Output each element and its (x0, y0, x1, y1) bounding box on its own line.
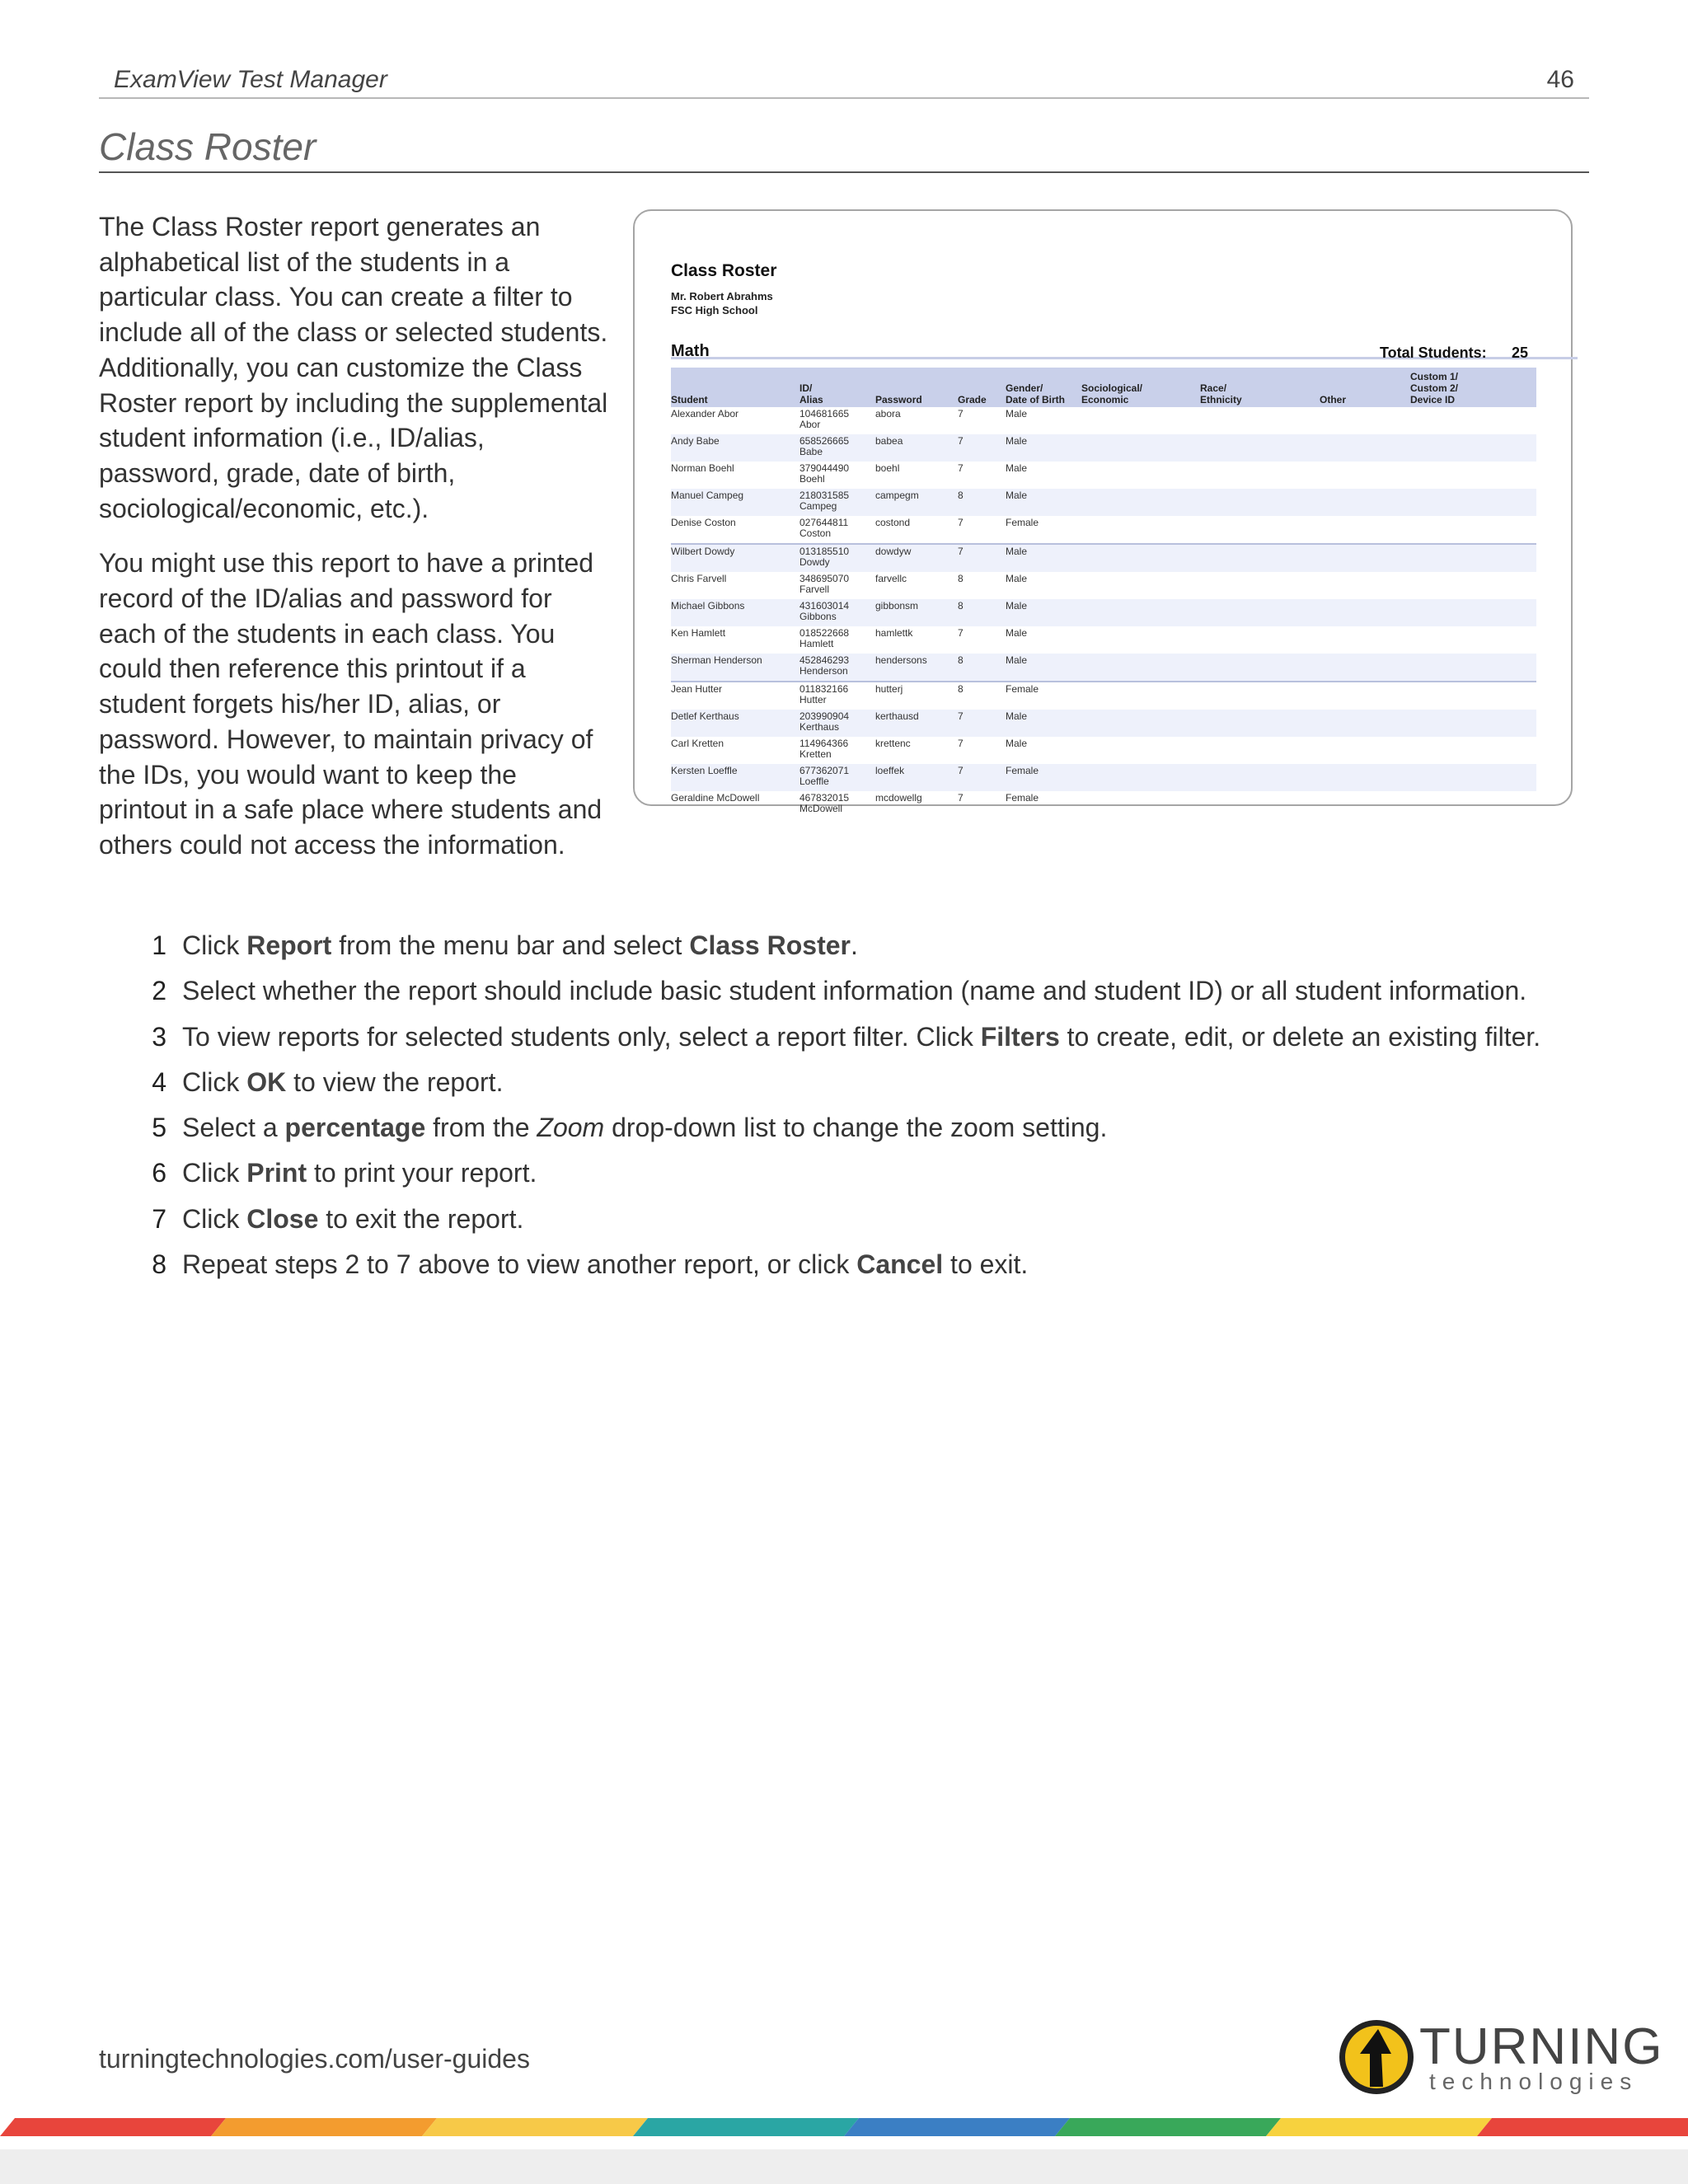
roster-cell-password: loeffek (875, 764, 958, 791)
roster-cell-empty (1081, 682, 1200, 710)
roster-cell-id: 218031585 Campeg (799, 489, 875, 516)
roster-cell-password: hutterj (875, 682, 958, 710)
roster-column-header: Race/ Ethnicity (1200, 368, 1320, 407)
roster-cell-empty (1410, 516, 1536, 544)
turning-technologies-logo (1337, 2018, 1664, 2100)
roster-cell-student: Kersten Loeffle (671, 764, 799, 791)
roster-cell-empty (1200, 434, 1320, 462)
roster-cell-grade: 8 (958, 572, 964, 584)
roster-cell-empty (1200, 791, 1320, 818)
roster-cell-password: hendersons (875, 654, 958, 682)
roster-cell-grade: 8 (958, 489, 1006, 516)
step-number: 6 (152, 1158, 166, 1188)
roster-cell-gender: Male (1006, 710, 1081, 737)
roster-cell-student: Wilbert Dowdy (671, 544, 799, 572)
roster-cell-student: Manuel Campeg (671, 489, 799, 516)
roster-cell-id: 114964366 Kretten (799, 737, 849, 760)
roster-cell-password: dowdyw (875, 544, 958, 572)
roster-cell-student: Norman Boehl (671, 462, 734, 474)
step-text: Click (182, 1066, 247, 1097)
roster-cell-empty (1200, 654, 1320, 682)
roster-cell-gender: Male (1006, 654, 1081, 682)
step-text: to print your report. (307, 1158, 537, 1188)
roster-cell-password: gibbonsm (875, 599, 958, 626)
roster-cell-grade: 7 (958, 764, 1006, 791)
roster-row (671, 791, 1536, 818)
step-item (99, 1202, 1589, 1247)
step-text: . (850, 930, 858, 960)
footer-color-stripe (0, 2118, 1688, 2184)
roster-cell-empty (1320, 710, 1410, 737)
roster-cell-grade: 7 (958, 626, 964, 639)
roster-cell-empty (1410, 737, 1536, 764)
roster-cell-empty (1200, 489, 1320, 516)
roster-cell-password: krettenc (875, 737, 911, 749)
step-text: drop-down list to change the zoom setting. (604, 1113, 1108, 1143)
roster-cell-id: 658526665 Babe (799, 434, 875, 462)
stripe-band (1266, 2118, 1492, 2136)
roster-row (671, 462, 1536, 489)
intro-paragraph-1: The Class Roster report generates an alphabetical list of the students in a particular class. You can create a filter to include all of the class or selected students. Additionally, you can customize the Class Roster report by including the supplemental student information (i.e., ID/alias, password, grade, date of birth, sociological/economic, etc.). (99, 212, 608, 523)
roster-cell-password: babea (875, 434, 958, 462)
roster-cell-empty (1081, 434, 1200, 462)
roster-cell-empty (1200, 599, 1320, 626)
roster-cell-gender: Male (1006, 599, 1081, 626)
roster-subject-row (671, 332, 1578, 359)
roster-cell-empty (1320, 737, 1410, 764)
step-item (99, 1065, 1589, 1110)
roster-cell-grade: 7 (958, 434, 1006, 462)
stripe-band (0, 2118, 226, 2136)
roster-cell-grade: 7 (958, 462, 964, 474)
roster-cell-password: kerthausd (875, 710, 958, 737)
roster-cell-student: Ken Hamlett (671, 626, 726, 639)
roster-title: Class Roster (671, 261, 777, 280)
roster-cell-gender: Female (1006, 764, 1081, 791)
roster-cell-empty (1081, 572, 1200, 599)
step-emphasis: OK (246, 1066, 287, 1097)
roster-cell-empty (1320, 572, 1410, 599)
step-number: 3 (152, 1021, 166, 1052)
roster-cell-gender: Male (1006, 572, 1028, 584)
roster-cell-empty (1410, 407, 1536, 434)
roster-body (671, 407, 1536, 818)
page-number: 46 (1546, 66, 1574, 93)
step-number: 8 (152, 1249, 166, 1280)
roster-cell-empty (1410, 544, 1536, 572)
roster-cell-empty (1410, 791, 1536, 818)
step-emphasis: Print (246, 1158, 307, 1188)
intro-text (99, 209, 1582, 883)
roster-cell-grade: 7 (958, 737, 964, 749)
roster-row (671, 516, 1536, 544)
roster-cell-empty (1320, 516, 1410, 544)
roster-row (671, 489, 1536, 516)
roster-cell-empty (1081, 654, 1200, 682)
class-roster-screenshot (633, 209, 1573, 814)
stripe-band (422, 2118, 648, 2136)
step-text: to create, edit, or delete an existing filter. (1059, 1021, 1541, 1052)
roster-cell-grade: 7 (958, 407, 964, 419)
step-text: Select a (182, 1113, 285, 1143)
step-text: to exit the report. (318, 1203, 524, 1234)
step-emphasis: percentage (284, 1113, 426, 1143)
roster-report (671, 254, 1578, 818)
roster-cell-empty (1410, 710, 1536, 737)
roster-cell-empty (1081, 407, 1200, 434)
roster-cell-id: 018522668 Hamlett (799, 626, 850, 649)
logo-arrow-icon (1337, 2018, 1416, 2097)
roster-cell-grade: 8 (958, 654, 1006, 682)
roster-cell-empty (1200, 626, 1320, 654)
roster-cell-empty (1410, 682, 1536, 710)
roster-table (671, 368, 1536, 818)
roster-row (671, 682, 1536, 710)
step-item (99, 1019, 1589, 1065)
roster-row (671, 654, 1536, 682)
step-text: Click (182, 1203, 247, 1234)
roster-cell-empty (1410, 654, 1536, 682)
roster-cell-gender: Male (1006, 489, 1081, 516)
step-text: Click (182, 930, 247, 960)
roster-cell-empty (1410, 462, 1536, 489)
roster-row (671, 710, 1536, 737)
roster-cell-id: 104681665 Abor (799, 407, 850, 430)
roster-cell-student: Chris Farvell (671, 572, 727, 584)
step-text: To view reports for selected students only, select a report filter. Click (182, 1021, 981, 1052)
step-item (99, 973, 1589, 1019)
roster-cell-student: Detlef Kerthaus (671, 710, 799, 737)
header-title: ExamView Test Manager (114, 66, 387, 93)
roster-cell-empty (1320, 407, 1410, 434)
roster-cell-empty (1200, 407, 1320, 434)
roster-column-header: Grade (958, 368, 1006, 407)
roster-cell-grade: 8 (958, 599, 1006, 626)
step-emphasis: Close (246, 1203, 319, 1234)
roster-row (671, 764, 1536, 791)
roster-cell-empty (1200, 462, 1320, 489)
steps-list (99, 928, 1589, 1292)
roster-column-header: Custom 1/ Custom 2/ Device ID (1410, 368, 1536, 407)
roster-cell-password: abora (875, 407, 901, 419)
roster-header-row (671, 368, 1536, 407)
logo-word: TURNING (1419, 2018, 1664, 2075)
roster-cell-empty (1200, 737, 1320, 764)
roster-cell-empty (1081, 764, 1200, 791)
roster-cell-empty (1320, 764, 1410, 791)
roster-cell-empty (1320, 626, 1410, 654)
roster-cell-id: 379044490 Boehl (799, 462, 850, 485)
roster-cell-empty (1320, 544, 1410, 572)
roster-cell-gender: Female (1006, 516, 1039, 528)
roster-cell-id: 677362071 Loeffle (799, 764, 875, 791)
step-emphasis: Cancel (856, 1249, 944, 1280)
roster-cell-gender: Male (1006, 737, 1028, 749)
roster-cell-gender: Male (1006, 434, 1081, 462)
roster-cell-empty (1200, 516, 1320, 544)
roster-cell-empty (1081, 489, 1200, 516)
roster-cell-student: Michael Gibbons (671, 599, 799, 626)
footer-url: turningtechnologies.com/user-guides (99, 2044, 530, 2074)
step-text: Select whether the report should include basic student information (name and student ID) or all student information. (182, 976, 1527, 1006)
roster-cell-student: Alexander Abor (671, 407, 739, 419)
roster-row (671, 626, 1536, 654)
roster-cell-empty (1081, 710, 1200, 737)
intro-paragraph-2: You might use this report to have a printed record of the ID/alias and password for each of the students in each class. You could then reference this printout if a student forgets his/her ID, alias, or password. However, to maintain privacy of the IDs, you would want to keep the printout in a safe place where students and others could not access the information. (99, 548, 603, 860)
roster-cell-empty (1200, 544, 1320, 572)
step-item (99, 1247, 1589, 1292)
step-text: Click (182, 1158, 247, 1188)
step-number: 2 (152, 976, 166, 1006)
roster-cell-gender: Male (1006, 407, 1028, 419)
roster-subject: Math (671, 341, 710, 360)
roster-cell-empty (1410, 572, 1536, 599)
roster-cell-password: farvellc (875, 572, 907, 584)
stripe-band (1477, 2118, 1688, 2136)
roster-column-header: Sociological/ Economic (1081, 368, 1200, 407)
roster-school: FSC High School (671, 303, 758, 316)
step-number: 7 (152, 1203, 166, 1234)
roster-cell-empty (1410, 489, 1536, 516)
step-text: from the menu bar and select (331, 930, 690, 960)
roster-cell-empty (1081, 791, 1200, 818)
roster-cell-empty (1081, 737, 1200, 764)
step-item (99, 1155, 1589, 1201)
roster-cell-empty (1320, 599, 1410, 626)
roster-cell-empty (1320, 462, 1410, 489)
roster-cell-empty (1200, 682, 1320, 710)
roster-cell-gender: Male (1006, 544, 1081, 572)
roster-cell-empty (1410, 599, 1536, 626)
roster-cell-empty (1410, 764, 1536, 791)
roster-cell-id: 467832015 McDowell (799, 791, 850, 814)
step-text: Repeat steps 2 to 7 above to view another report, or click (182, 1249, 857, 1280)
roster-teacher: Mr. Robert Abrahms (671, 289, 773, 302)
roster-cell-gender: Female (1006, 682, 1081, 710)
step-number: 5 (152, 1113, 166, 1143)
roster-cell-grade: 8 (958, 682, 1006, 710)
roster-cell-empty (1081, 462, 1200, 489)
roster-cell-student: Denise Coston (671, 516, 736, 528)
roster-total-label: Total Students: (1380, 344, 1487, 361)
roster-cell-student: Andy Babe (671, 434, 799, 462)
roster-cell-empty (1320, 682, 1410, 710)
stripe-band (1055, 2118, 1281, 2136)
roster-cell-student: Carl Kretten (671, 737, 724, 749)
step-text: to exit. (943, 1249, 1029, 1280)
roster-cell-empty (1410, 434, 1536, 462)
roster-cell-password: mcdowellg (875, 791, 922, 804)
roster-cell-id: 011832166 Hutter (799, 682, 875, 710)
roster-cell-password: hamlettk (875, 626, 913, 639)
roster-cell-empty (1081, 516, 1200, 544)
roster-cell-empty (1200, 764, 1320, 791)
section-title: Class Roster (99, 124, 1589, 173)
roster-cell-password: boehl (875, 462, 900, 474)
roster-cell-gender: Male (1006, 626, 1028, 639)
roster-column-header: Password (875, 368, 958, 407)
roster-cell-empty (1320, 489, 1410, 516)
stripe-band (211, 2118, 437, 2136)
logo-sub: technologies (1429, 2069, 1639, 2094)
roster-cell-grade: 7 (958, 516, 964, 528)
stripe-band (844, 2118, 1070, 2136)
roster-cell-grade: 7 (958, 710, 1006, 737)
roster-row (671, 407, 1536, 434)
roster-cell-id: 431603014 Gibbons (799, 599, 875, 626)
roster-row (671, 544, 1536, 572)
roster-cell-student: Sherman Henderson (671, 654, 799, 682)
roster-cell-id: 027644811 Coston (799, 516, 849, 539)
roster-column-header: Student (671, 368, 799, 407)
roster-row (671, 737, 1536, 764)
step-italic: Zoom (537, 1113, 605, 1143)
roster-cell-grade: 7 (958, 791, 964, 804)
roster-cell-empty (1320, 654, 1410, 682)
step-text: to view the report. (286, 1066, 504, 1097)
roster-cell-gender: Male (1006, 462, 1028, 474)
roster-cell-empty (1081, 544, 1200, 572)
step-number: 4 (152, 1066, 166, 1097)
page-header (99, 59, 1589, 99)
step-emphasis: Report (246, 930, 332, 960)
roster-cell-password: campegm (875, 489, 958, 516)
roster-row (671, 572, 1536, 599)
roster-cell-empty (1320, 791, 1410, 818)
roster-row (671, 434, 1536, 462)
roster-cell-student: Geraldine McDowell (671, 791, 760, 804)
roster-cell-empty (1081, 599, 1200, 626)
roster-cell-id: 013185510 Dowdy (799, 544, 875, 572)
roster-cell-id: 452846293 Henderson (799, 654, 875, 682)
roster-cell-id: 203990904 Kerthaus (799, 710, 875, 737)
step-number: 1 (152, 930, 166, 960)
roster-cell-empty (1081, 626, 1200, 654)
stripe-band (633, 2118, 859, 2136)
roster-column-header: Gender/ Date of Birth (1006, 368, 1081, 407)
roster-cell-grade: 7 (958, 544, 1006, 572)
step-item (99, 928, 1589, 973)
step-emphasis: Class Roster (689, 930, 851, 960)
roster-row (671, 599, 1536, 626)
roster-total-value: 25 (1512, 344, 1529, 361)
step-text: from the (425, 1113, 537, 1143)
roster-cell-student: Jean Hutter (671, 682, 799, 710)
roster-cell-empty (1410, 626, 1536, 654)
roster-cell-gender: Female (1006, 791, 1039, 804)
roster-cell-empty (1320, 434, 1410, 462)
step-emphasis: Filters (980, 1021, 1060, 1052)
stripe-base (0, 2149, 1688, 2184)
roster-column-header: Other (1320, 368, 1410, 407)
roster-cell-empty (1200, 572, 1320, 599)
roster-cell-id: 348695070 Farvell (799, 572, 850, 595)
roster-column-header: ID/ Alias (799, 368, 875, 407)
roster-cell-password: costond (875, 516, 911, 528)
roster-cell-empty (1200, 710, 1320, 737)
step-item (99, 1110, 1589, 1155)
